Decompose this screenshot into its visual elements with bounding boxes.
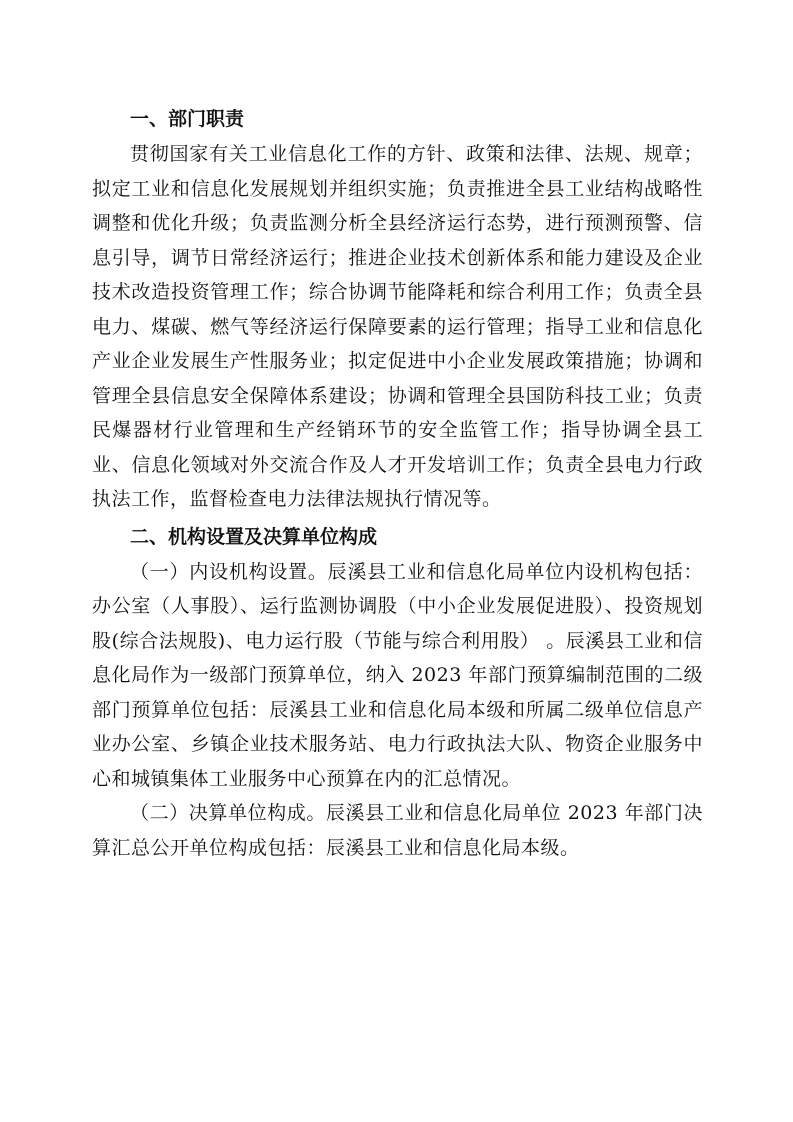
duties-paragraph: 贯彻国家有关工业信息化工作的方针、政策和法律、法规、规章；拟定工业和信息化发展规划并组织实施；负责推进全县工业结构战略性调整和优化升级；负责监测分析全县经济运行态势，进行预测预警、信息引导，调节日常经济运行；推进企业技术创新体系和能力建设及企业技术改造投资管理工作；综合协调节能降耗和综合利用工作；负责全县电力、煤碳、燃气等经济运行保障要素的运行管理；指导工业和信息化产业企业发展生产性服务业；拟定促进中小企业发展政策措施；协调和管理全县信息安全保障体系建设；协调和管理全县国防科技工业；负责民爆器材行业管理和生产经销环节的安全监管工作；指导协调全县工业、信息化领域对外交流合作及人才开发培训工作；负责全县电力行政执法工作，监督检查电力法律法规执行情况等。 [92,143,703,510]
section-heading-organization: 二、机构设置及决算单位构成 [130,525,378,548]
internal-structure-paragraph: （一）内设机构设置。辰溪县工业和信息化局单位内设机构包括：办公室（人事股）、运行监测协调股（中小企业发展促进股）、投资规划股(综合法规股)、电力运行股（节能与综合利用股） 。辰溪县工业和信息化局作为一级部门预算单位，纳入 2023 年部门预算编制范围的二级部门预算单位包括：辰溪县工业和信息化局本级和所属二级单位信息产业办公室、乡镇企业技术服务站、电力行政执法大队、物资企业服务中心和城镇集体工业服务中心预算在内的汇总情况。 [92,560,703,790]
final-accounts-units-paragraph: （二）决算单位构成。辰溪县工业和信息化局单位 2023 年部门决算汇总公开单位构成包括：辰溪县工业和信息化局本级。 [92,802,703,859]
section-heading-duties: 一、部门职责 [130,108,245,130]
